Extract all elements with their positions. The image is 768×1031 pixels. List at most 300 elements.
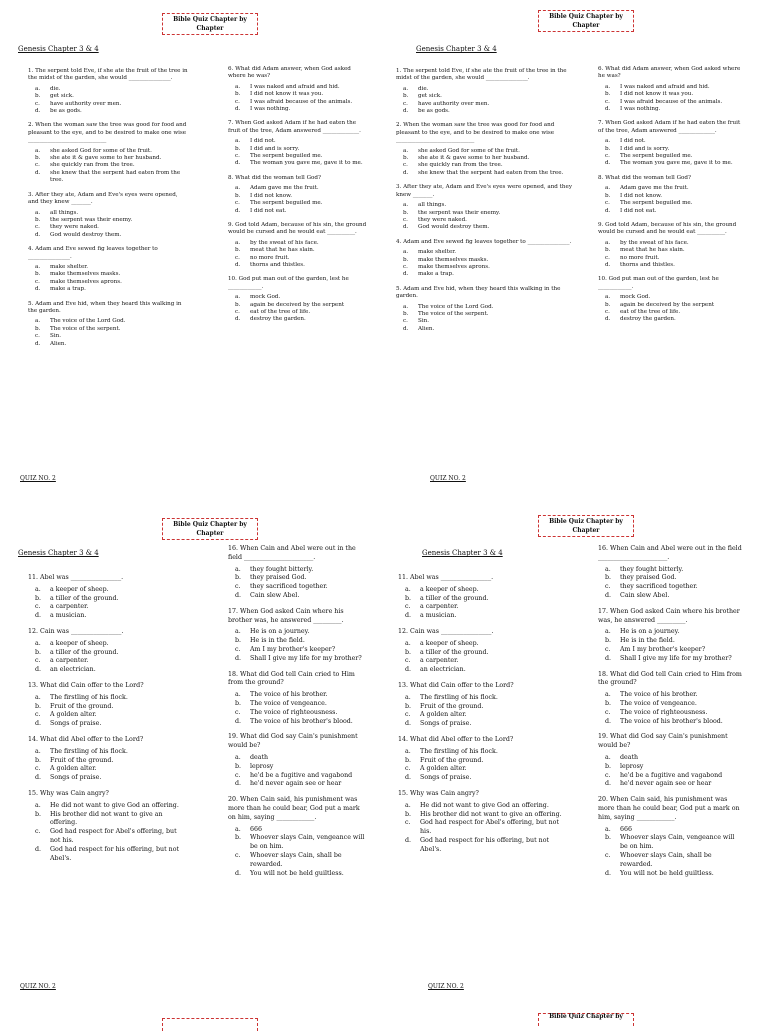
answer-options <box>28 586 188 621</box>
option-letter: a. <box>605 138 611 145</box>
option-text: she quickly ran from the tree. <box>418 162 503 169</box>
answer-option <box>605 83 744 91</box>
option-text: a tiller of the ground. <box>420 594 489 602</box>
option-text: all things. <box>418 202 447 209</box>
option-letter: b. <box>403 93 409 100</box>
option-text: The voice of his brother's blood. <box>620 717 723 725</box>
answer-option <box>605 869 744 879</box>
option-text: no more fruit. <box>620 254 660 261</box>
right-column <box>228 66 368 331</box>
option-letter: a. <box>403 249 409 256</box>
option-text: a carpenter. <box>50 603 89 611</box>
question-block <box>28 68 188 115</box>
question-block <box>28 246 188 293</box>
answer-option <box>605 708 744 718</box>
answer-option <box>405 836 572 855</box>
option-letter: d. <box>35 169 41 176</box>
option-text: I did not know it was you. <box>250 91 324 98</box>
option-text: he'd never again see or hear <box>250 780 342 788</box>
option-letter: a. <box>405 693 411 701</box>
option-text: He is on a journey. <box>250 628 310 636</box>
option-text: You will not be held guiltless. <box>250 869 344 877</box>
answer-option <box>35 702 188 712</box>
option-text: I did not know. <box>620 192 662 199</box>
question-block <box>598 733 744 789</box>
option-letter: c. <box>35 278 40 285</box>
option-text: The firstling of his flock. <box>50 747 128 755</box>
question-block <box>598 796 744 878</box>
option-text: The firstling of his flock. <box>420 747 498 755</box>
option-text: The serpent beguiled me. <box>250 153 323 160</box>
option-letter: a. <box>235 753 241 761</box>
option-letter: c. <box>605 254 610 261</box>
option-text: she asked God for some of the fruit. <box>418 147 520 154</box>
option-letter: b. <box>35 93 41 100</box>
option-text: God would destroy them. <box>50 231 122 238</box>
option-letter: d. <box>35 340 41 347</box>
answer-options <box>598 240 744 270</box>
option-letter: d. <box>605 869 612 877</box>
answer-option <box>235 869 368 879</box>
answer-option <box>35 263 188 271</box>
question-text: 14. What did Abel offer to the Lord? <box>398 735 514 743</box>
answer-option <box>35 100 188 108</box>
answer-option <box>235 591 368 601</box>
option-letter: a. <box>35 639 41 647</box>
option-letter: b. <box>235 762 242 770</box>
option-letter: c. <box>405 765 411 773</box>
option-letter: a. <box>403 85 409 92</box>
option-letter: b. <box>605 699 612 707</box>
answer-options <box>398 640 572 675</box>
option-letter: c. <box>235 645 241 653</box>
option-letter: a. <box>405 639 411 647</box>
answer-option <box>405 639 572 649</box>
answer-options <box>598 826 744 879</box>
answer-option <box>405 765 572 774</box>
option-text: I was naked and afraid and hid. <box>250 83 340 90</box>
question-block <box>598 276 744 323</box>
option-text: His brother did not want to give an offering. <box>50 810 163 827</box>
option-letter: a. <box>35 801 41 809</box>
option-text: He is in the field. <box>250 637 305 645</box>
answer-option <box>405 594 572 604</box>
question-text: 12. Cain was ________________. <box>28 627 124 635</box>
answer-option <box>605 654 744 664</box>
option-letter: c. <box>605 708 611 716</box>
option-text: I did and is sorry. <box>620 145 670 152</box>
option-text: get sick. <box>418 93 442 100</box>
option-text: Sin. <box>50 333 62 340</box>
question-text: 19. What did God say Cain's punishment would be? <box>598 733 728 750</box>
option-text: destroy the garden. <box>620 316 676 323</box>
option-text: The voice of vengeance. <box>250 699 327 707</box>
option-text: Adam gave me the fruit. <box>620 185 689 192</box>
answer-option <box>35 585 188 595</box>
option-letter: c. <box>35 765 41 773</box>
option-text: death <box>620 753 639 761</box>
option-letter: d. <box>405 720 412 728</box>
option-text: Shall I give my life for my brother? <box>620 654 732 662</box>
option-letter: b. <box>605 574 612 582</box>
question-block <box>28 574 188 621</box>
left-column <box>28 68 188 355</box>
answer-option <box>35 216 188 224</box>
option-text: Am I my brother's keeper? <box>250 645 336 653</box>
option-text: he'd never again see or hear <box>620 780 712 788</box>
answer-option <box>35 231 188 239</box>
header-line-1: Bible Quiz Chapter by <box>549 13 623 20</box>
answer-option <box>405 702 572 712</box>
answer-option <box>605 91 744 98</box>
answer-option <box>605 565 744 575</box>
answer-option <box>235 207 368 215</box>
option-letter: b. <box>605 91 611 98</box>
option-text: a tiller of the ground. <box>50 648 119 656</box>
option-text: they were naked. <box>418 216 467 223</box>
option-text: 666 <box>620 825 633 833</box>
quiz-footer: QUIZ NO. 2 <box>428 983 464 990</box>
option-text: His brother did not want to give an offering. <box>420 810 562 818</box>
question-text: 7. When God asked Adam if he had eaten the fruit of the tree, Adam answered _____________. <box>598 120 741 134</box>
answer-option <box>235 192 368 200</box>
option-letter: d. <box>405 666 412 674</box>
option-text: Am I my brother's keeper? <box>620 645 706 653</box>
answer-option <box>235 254 368 262</box>
option-text: destroy the garden. <box>250 316 306 323</box>
option-letter: b. <box>35 216 41 223</box>
answer-option <box>35 810 188 829</box>
option-letter: b. <box>235 637 242 645</box>
answer-option <box>235 308 368 316</box>
answer-option <box>605 106 744 113</box>
option-text: I was nothing. <box>620 106 661 113</box>
answer-option <box>235 200 368 207</box>
option-text: He is on a journey. <box>620 628 680 636</box>
option-letter: d. <box>235 717 242 725</box>
option-text: make themselves masks. <box>418 256 489 263</box>
answer-option <box>35 169 188 185</box>
answer-option <box>605 637 744 646</box>
option-letter: a. <box>35 263 41 270</box>
option-text: The voice of the serpent. <box>418 310 489 317</box>
answer-option <box>403 162 572 169</box>
option-text: a musician. <box>420 612 457 620</box>
answer-options <box>598 566 744 601</box>
option-letter: c. <box>403 162 408 169</box>
option-letter: b. <box>605 192 611 199</box>
answer-option <box>605 574 744 583</box>
option-letter: c. <box>235 254 240 261</box>
answer-option <box>235 106 368 113</box>
option-text: he'd be a fugitive and vagabond <box>250 771 353 779</box>
quiz-footer: QUIZ NO. 2 <box>430 475 466 482</box>
answer-option <box>405 747 572 757</box>
option-text: the serpent was their enemy. <box>418 209 501 216</box>
question-text: 1. The serpent told Eve, if she ate the fruit of the tree in the midst of the garden, she would _______________. <box>396 68 567 82</box>
question-text: 5. Adam and Eve hid, when they heard this walking in the garden. <box>396 285 561 300</box>
answer-option <box>35 828 188 846</box>
answer-option <box>35 765 188 774</box>
question-text: 15. Why was Cain angry? <box>28 789 109 797</box>
answer-option <box>605 699 744 709</box>
answer-option <box>605 308 744 316</box>
option-letter: b. <box>605 301 611 308</box>
answer-option <box>235 851 368 870</box>
option-text: by the sweat of his face. <box>250 239 319 246</box>
answer-option <box>605 192 744 200</box>
answer-option <box>35 720 188 729</box>
answer-option <box>403 93 572 100</box>
question-block <box>398 628 572 675</box>
option-text: Whoever slays Cain, vengeance will be on him. <box>250 834 365 851</box>
question-text: 1. The serpent told Eve, if she ate the fruit of the tree in the midst of the garden, she would _______________. <box>28 68 188 82</box>
option-letter: a. <box>405 801 411 809</box>
option-text: by the sweat of his face. <box>620 239 689 246</box>
option-text: I did and is sorry. <box>250 145 300 152</box>
option-letter: c. <box>235 308 240 315</box>
answer-option <box>35 801 188 811</box>
header-box <box>538 10 634 32</box>
header-box <box>162 518 258 540</box>
option-letter: d. <box>605 780 612 788</box>
option-letter: d. <box>605 717 612 725</box>
option-text: I did not know it was you. <box>620 91 694 98</box>
option-text: Fruit of the ground. <box>50 702 114 710</box>
option-letter: d. <box>405 774 412 782</box>
option-letter: a. <box>605 628 611 636</box>
answer-option <box>235 699 368 709</box>
answer-option <box>403 209 572 217</box>
answer-option <box>605 254 744 262</box>
option-text: make themselves aprons. <box>418 263 490 270</box>
answer-option <box>235 574 368 583</box>
option-letter: b. <box>35 594 42 602</box>
option-letter: d. <box>35 612 42 620</box>
option-letter: a. <box>235 691 241 699</box>
option-text: eat of the tree of life. <box>620 308 681 315</box>
option-text: a carpenter. <box>50 657 89 665</box>
option-letter: d. <box>403 108 409 115</box>
question-text: 8. What did the woman tell God? <box>228 174 322 181</box>
option-letter: c. <box>235 200 240 207</box>
option-text: meat that he has slain. <box>620 247 685 254</box>
answer-options <box>228 826 368 879</box>
option-text: have authority over men. <box>418 100 490 107</box>
answer-option <box>35 108 188 115</box>
answer-option <box>405 801 572 811</box>
answer-option <box>403 216 572 224</box>
option-text: she asked God for some of the fruit. <box>50 147 152 154</box>
question-text: 11. Abel was ________________. <box>28 574 124 581</box>
question-block <box>396 68 572 115</box>
option-letter: d. <box>35 231 41 238</box>
option-letter: a. <box>405 747 411 755</box>
answer-option <box>403 303 572 311</box>
option-letter: c. <box>35 162 40 169</box>
header-box <box>162 13 258 35</box>
option-letter: c. <box>235 708 241 716</box>
question-block <box>28 736 188 783</box>
answer-option <box>405 648 572 658</box>
answer-option <box>403 318 572 325</box>
option-text: mock God. <box>250 294 281 301</box>
answer-option <box>403 147 572 155</box>
option-letter: c. <box>405 711 411 719</box>
question-text: 8. What did the woman tell God? <box>598 174 692 181</box>
answer-option <box>403 202 572 209</box>
option-text: Sin. <box>418 318 430 325</box>
answer-options <box>28 318 188 348</box>
question-block <box>28 301 188 348</box>
option-letter: c. <box>35 657 41 665</box>
option-text: they praised God. <box>620 574 677 582</box>
option-text: she ate it & gave some to her husband. <box>418 155 530 162</box>
answer-option <box>405 693 572 703</box>
option-text: He did not want to give God an offering. <box>420 801 549 809</box>
option-text: A golden alter. <box>50 765 97 773</box>
option-letter: c. <box>605 583 611 591</box>
option-text: an electrician. <box>420 666 466 674</box>
option-letter: b. <box>605 834 612 842</box>
option-text: The voice of the Lord God. <box>50 318 126 325</box>
question-block <box>598 120 744 167</box>
answer-option <box>605 98 744 106</box>
option-letter: c. <box>403 318 408 325</box>
question-text: 6. What did Adam answer, when God asked where he was? <box>598 66 741 80</box>
option-letter: c. <box>235 771 241 779</box>
option-text: Cain slew Abel. <box>620 591 670 599</box>
option-letter: c. <box>605 645 611 653</box>
answer-option <box>35 756 188 766</box>
question-block <box>398 574 572 621</box>
answer-option <box>405 720 572 729</box>
answer-option <box>35 639 188 649</box>
question-text: 2. When the woman saw the tree was good for food and pleasant to the eye, and to be desired to make one wise ____________________________ <box>28 122 187 144</box>
option-letter: d. <box>605 591 612 599</box>
option-letter: a. <box>35 747 41 755</box>
answer-options <box>228 754 368 789</box>
option-letter: d. <box>35 774 42 782</box>
option-text: thorns and thistles. <box>620 261 675 268</box>
option-text: make a trap. <box>418 271 454 278</box>
answer-option <box>403 224 572 231</box>
question-block <box>28 682 188 729</box>
option-letter: c. <box>403 100 408 107</box>
option-text: again be deceived by the serpent <box>250 301 345 308</box>
option-text: The voice of his brother's blood. <box>250 717 353 725</box>
option-letter: c. <box>605 98 610 105</box>
answer-option <box>605 628 744 637</box>
option-text: die. <box>50 85 61 92</box>
option-letter: c. <box>235 153 240 160</box>
option-text: Fruit of the ground. <box>50 756 114 764</box>
answer-options <box>228 138 368 168</box>
option-letter: b. <box>605 145 611 152</box>
answer-option <box>605 185 744 192</box>
answer-option <box>235 654 368 664</box>
right-column <box>228 545 368 885</box>
answer-option <box>605 717 744 727</box>
answer-option <box>605 145 744 153</box>
option-text: the serpent was their enemy. <box>50 216 133 223</box>
answer-option <box>605 691 744 700</box>
option-text: Songs of praise. <box>420 720 472 728</box>
option-letter: c. <box>35 333 40 340</box>
option-letter: d. <box>235 160 241 167</box>
option-letter: c. <box>605 771 611 779</box>
question-text: 12. Cain was ________________. <box>398 627 494 635</box>
answer-option <box>403 325 572 333</box>
answer-option <box>403 271 572 278</box>
option-letter: a. <box>235 825 241 833</box>
option-letter: b. <box>405 702 412 710</box>
answer-option <box>235 691 368 700</box>
option-text: thorns and thistles. <box>250 261 305 268</box>
answer-option <box>35 774 188 783</box>
answer-options <box>228 185 368 215</box>
answer-option <box>235 565 368 575</box>
answer-option <box>235 91 368 98</box>
question-text: 10. God put man out of the garden, lest he ____________. <box>598 276 719 290</box>
chapter-title: Genesis Chapter 3 & 4 <box>18 45 99 53</box>
answer-option <box>605 200 744 207</box>
question-text: 20. When Cain said, his punishment was more than he could bear, God put a mark on him, saying ____________. <box>228 796 360 821</box>
answer-option <box>35 333 188 340</box>
answer-option <box>403 85 572 93</box>
answer-option <box>605 316 744 323</box>
answer-option <box>35 648 188 658</box>
option-letter: c. <box>605 200 610 207</box>
option-text: make a trap. <box>50 286 86 293</box>
question-text: 13. What did Cain offer to the Lord? <box>398 681 514 689</box>
answer-option <box>35 209 188 217</box>
question-text: 3. After they ate, Adam and Eve's eyes were opened, and they knew _______. <box>396 184 572 198</box>
option-letter: c. <box>403 263 408 270</box>
option-text: Songs of praise. <box>50 774 102 782</box>
answer-options <box>28 694 188 729</box>
option-letter: d. <box>235 207 241 214</box>
question-block <box>228 796 368 878</box>
option-letter: b. <box>35 756 42 764</box>
option-text: a tiller of the ground. <box>50 594 119 602</box>
option-letter: d. <box>235 780 242 788</box>
chapter-title: Genesis Chapter 3 & 4 <box>18 549 99 557</box>
option-letter: a. <box>35 147 41 154</box>
answer-options <box>396 304 572 334</box>
option-letter: a. <box>235 83 241 90</box>
question-text: 19. What did God say Cain's punishment would be? <box>228 733 358 750</box>
question-text: 16. When Cain and Abel were out in the field ______________________. <box>228 545 356 561</box>
option-letter: a. <box>235 185 241 192</box>
answer-option <box>235 316 368 323</box>
answer-option <box>605 583 744 592</box>
option-text: make shelter. <box>418 249 457 256</box>
answer-options <box>396 249 572 279</box>
answer-options <box>398 748 572 783</box>
question-block <box>598 66 744 113</box>
answer-option <box>605 239 744 247</box>
question-text: 10. God put man out of the garden, lest he ____________. <box>228 276 349 290</box>
option-letter: b. <box>35 155 41 162</box>
answer-option <box>403 155 572 162</box>
header-box <box>538 515 634 537</box>
option-text: a carpenter. <box>420 603 459 611</box>
answer-option <box>605 160 744 167</box>
answer-option <box>605 825 744 835</box>
answer-options <box>598 185 744 215</box>
option-letter: d. <box>403 169 409 176</box>
